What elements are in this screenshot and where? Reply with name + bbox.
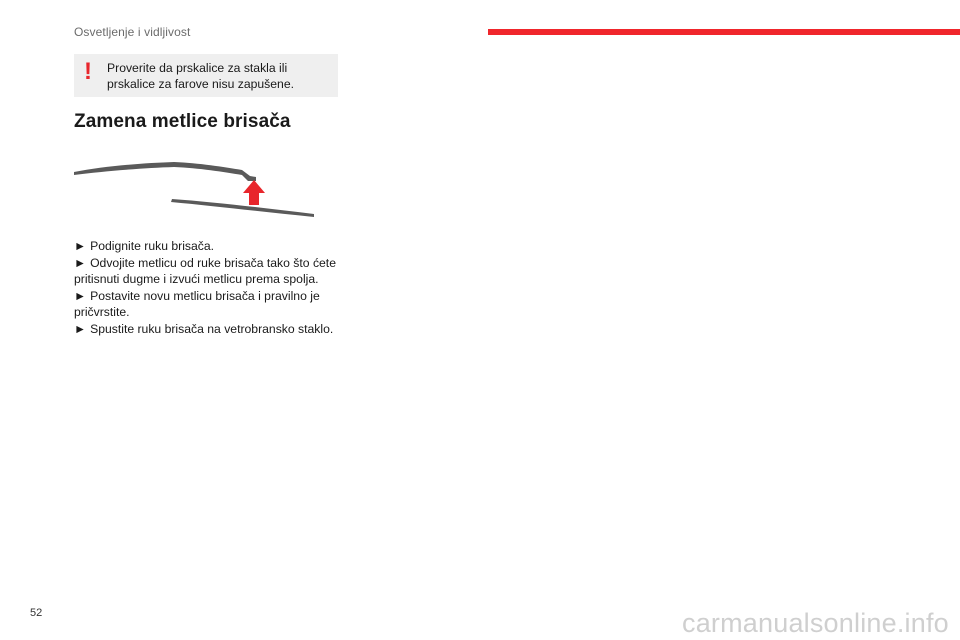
warning-note — [74, 54, 338, 97]
list-item — [74, 288, 342, 321]
step-text: Podignite ruku brisača. — [90, 239, 215, 253]
up-arrow-icon — [243, 180, 265, 205]
step-list — [74, 238, 342, 337]
step-marker: ► — [74, 239, 87, 253]
wiper-blade-illustration — [74, 150, 324, 225]
list-item — [74, 238, 342, 255]
accent-bar — [488, 29, 960, 35]
page-number: 52 — [30, 607, 43, 619]
watermark: carmanualsonline.info — [682, 608, 949, 638]
warning-text: Proverite da prskalice za stakla ili prskalice za farove nisu zapušene. — [107, 61, 294, 91]
exclamation-icon: ! — [84, 58, 92, 85]
step-text: Spustite ruku brisača na vetrobransko staklo. — [90, 321, 334, 336]
step-marker: ► — [74, 255, 87, 270]
wiper-blade — [171, 199, 314, 217]
section-title: Zamena metlice brisača — [74, 111, 291, 132]
step-marker: ► — [74, 321, 87, 336]
step-marker: ► — [74, 288, 87, 303]
list-item — [74, 321, 342, 338]
list-item — [74, 255, 342, 288]
step-text: Odvojite metlicu od ruke brisača tako što ćete pritisnuti dugme i izvući metlicu prema spolja. — [74, 255, 336, 286]
section-header: Osvetljenje i vidljivost — [74, 25, 191, 39]
step-text: Postavite novu metlicu brisača i pravilno je pričvrstite. — [74, 288, 320, 319]
wiper-arm — [74, 162, 256, 181]
